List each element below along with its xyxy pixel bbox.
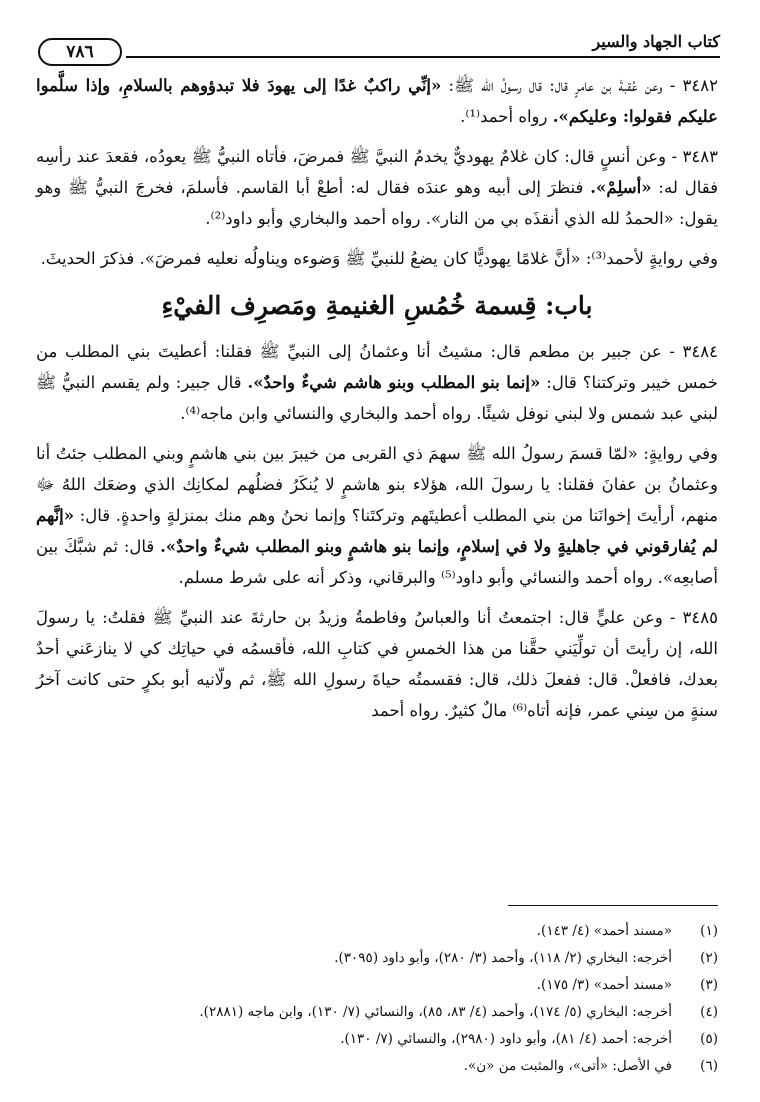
hadith-text: ٣٤٨٥ - وعن عليٍّ قال: اجتمعتُ أنا والعباسُ وفاطمةُ وزيدُ بن حارثةَ عند النبيِّ ﷺ فقلتُ: يا رسولَ الله، إن رأيتَ أن تولِّيَني حقَّنا من هذا الخمسِ في كتابِ الله، فأقسمُه في حياتِك كي لا ينازعَني أحدٌ بعدك، فافعلْ. قال: ففعلَ ذلك، قال: فقسمتُه حياةَ رسولِ الله ﷺ، ثم ولّانيه أبو بكرٍ حتى كانت آخرُ سنةٍ من سِني عمر، فإنه أتاه⁽⁶⁾ مالٌ كثيرٌ. رواه أحمد bbox=[36, 608, 718, 720]
footnote: (٤)أخرجه: البخاري (٥/ ١٧٤)، وأحمد (٤/ ٨٣، ٨٥)، والنسائي (٧/ ١٣٠)، وابن ماجه (٢٨٨١). bbox=[199, 1004, 718, 1020]
footnote: (٥)أخرجه: أحمد (٤/ ٨١)، وأبو داود (٢٩٨٠)، والنسائي (٧/ ١٣٠). bbox=[340, 1031, 718, 1047]
page-header bbox=[38, 28, 720, 62]
hadith-source: فنظرَ إلى أبيه وهو عندَه فقال له: أطعْ أبا القاسم. فأسلمَ، فخرجَ النبيُّ ﷺ وهو يقول: «الحمدُ لله الذي أنقذَه بي من النار». رواه أحمد والبخاري وأبو داود⁽²⁾. bbox=[36, 178, 718, 228]
footnote: (٣)«مسند أحمد» (٣/ ١٧٥). bbox=[536, 977, 718, 993]
hadith-3485 bbox=[36, 602, 718, 726]
hadith-3482 bbox=[36, 70, 718, 132]
hadith-source: قال: ثم شبَّكَ بين أصابعِه». رواه أحمد والنسائي وأبو داود⁽⁵⁾ والبرقاني، وذكر أنه على شرط مسلم. bbox=[36, 537, 718, 587]
footnote: (١)«مسند أحمد» (٤/ ١٤٣). bbox=[536, 923, 718, 939]
hadith-quote: «إنما بنو المطلب وبنو هاشم شيءٌ واحدٌ». bbox=[247, 373, 541, 392]
hadith-text: ٣٤٨٤ - عن جبير بن مطعم قال: مشيتُ أنا وعثمانُ إلى النبيِّ ﷺ فقلنا: أعطيتَ بني المطلب من خمس خيبر وتركتنا؟ قال: bbox=[36, 342, 718, 392]
hadith-text: وفي روايةٍ: «لمّا قسمَ رسولُ الله ﷺ سهمَ ذي القربى من خيبرَ بين بني هاشمٍ وبني المطلب جئتُ أنا وعثمانُ بن عفانَ فقلنا: يا رسولَ الله، هؤلاء بنو هاشمٍ لا يُنكَرُ فضلُهم لمكانِك الذي وضعَك اللهُ ﷻ منهم، أرأيتَ إخوانَنا من بني المطلب أعطيتَهم وتركتَنا؟ وإنما نحنُ وهم منك بمنزلةٍ واحدةٍ. قال: bbox=[36, 444, 718, 525]
footnote-divider bbox=[508, 905, 718, 906]
header-rule bbox=[126, 56, 720, 58]
footnote: (٢)أخرجه: البخاري (٢/ ١١٨)، وأحمد (٣/ ٢٨٠)، وأبو داود (٣٠٩٥). bbox=[334, 950, 718, 966]
hadith-text: ٣٤٨٣ - وعن أنسٍ قال: كان غلامٌ يهوديٌّ يخدمُ النبيَّ ﷺ فمرضَ، فأتاه النبيُّ ﷺ يعودُه، فقعدَ عند رأسِه فقال له: bbox=[36, 147, 718, 197]
hadith-3484 bbox=[36, 336, 718, 429]
book-title: كتاب الجهاد والسير bbox=[592, 32, 720, 51]
hadith-3483-variant bbox=[36, 243, 718, 274]
hadith-3484-variant bbox=[36, 438, 718, 593]
chapter-title: باب: قِسمة خُمُسِ الغنيمةِ ومَصرِف الفيْءِ bbox=[161, 291, 593, 320]
page-body bbox=[36, 70, 718, 735]
hadith-quote: «إنِّي راكبٌ غدًا إلى يهودَ فلا تبدؤوهم بالسلامِ، وإذا سلَّموا عليكم فقولوا: وعليكم». bbox=[36, 76, 718, 126]
page-number: ٧٨٦ bbox=[38, 38, 122, 66]
hadith-source: قال جبير: ولم يقسم النبيُّ ﷺ لبني عبد شمس ولا لبني نوفل شيئًا. رواه أحمد والبخاري والنسائي وابن ماجه⁽⁴⁾. bbox=[36, 373, 718, 423]
footnote: (٦)في الأصل: «أتى»، والمثبت من «ن». bbox=[463, 1058, 718, 1074]
hadith-text: ٣٤٨٢ - وعن عُقبةَ بن عامرٍ قال: قال رسولُ الله ﷺ: bbox=[441, 76, 718, 95]
hadith-source: رواه أحمد⁽¹⁾. bbox=[460, 107, 553, 126]
hadith-3483 bbox=[36, 141, 718, 234]
hadith-quote: «أسلِمْ». bbox=[590, 178, 652, 197]
hadith-quote: «إنَّهم لم يُفارقوني في جاهليةٍ ولا في إسلامٍ، وإنما بنو هاشمٍ وبنو المطلب شيءٌ واحدٌ». bbox=[36, 506, 719, 556]
hadith-text: وفي روايةٍ لأحمد⁽³⁾: «أنَّ غلامًا يهوديًّا كان يضعُ للنبيِّ ﷺ وَضوءه ويناولُه نعليه فمرضَ». فذكرَ الحديثَ. bbox=[40, 249, 718, 268]
footnotes bbox=[40, 918, 718, 1080]
